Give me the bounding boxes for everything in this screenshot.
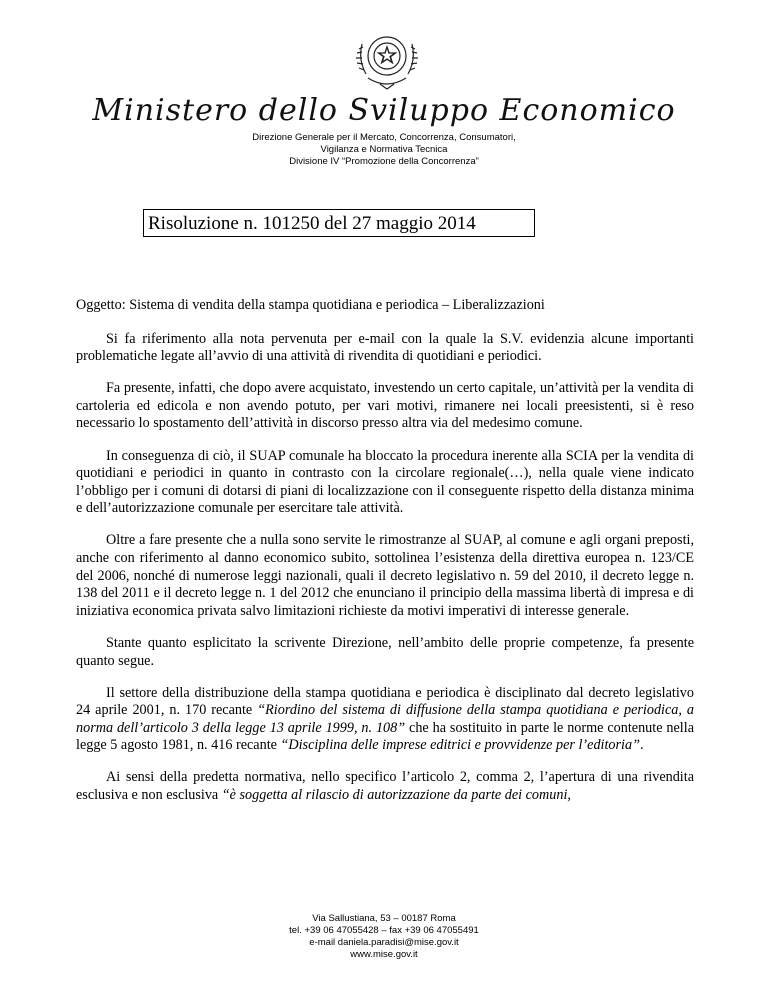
italian-republic-emblem-icon <box>354 26 420 96</box>
footer-website: www.mise.gov.it <box>350 949 418 960</box>
body-paragraph: In conseguenza di ciò, il SUAP comunale ha bloccato la procedura inerente alla SCIA per la vendita di quotidiani e periodici in quanto in contrasto con la circolare regionale(…), nella quale viene indicato l’obbligo per i comuni di dotarsi di piani di localizzazione con il conseguente rispetto della distanza minima e dell’autorizzazione comunale per esercitare tale attività. <box>76 447 694 517</box>
footer-contact <box>0 913 768 961</box>
quoted-text: “è soggetta al rilascio di autorizzazione da parte dei comuni, <box>221 787 571 804</box>
resolution-title-box <box>143 209 535 237</box>
ministry-logo-title: Ministero dello Sviluppo Economico <box>92 93 676 128</box>
directorate-block <box>0 132 768 168</box>
body-paragraph: Fa presente, infatti, che dopo avere acquistato, investendo un certo capitale, un’attività per la vendita di cartoleria ed edicola e non avendo potuto, per vari motivi, rimanere nei locali preesistenti, si è reso necessario lo spostamento dell’attività in discorso presso altra via del medesimo comune. <box>76 380 694 432</box>
footer-email: e-mail daniela.paradisi@mise.gov.it <box>309 937 459 948</box>
body-paragraph <box>76 769 694 804</box>
text-segment: Il settore della distribuzione della stampa quotidiana e periodica è disciplinato dal decreto legislativo 24 aprile 2001, n. 170 recante <box>76 684 694 719</box>
document-body <box>76 297 694 819</box>
body-paragraph <box>76 685 694 755</box>
footer-phone: tel. +39 06 47055428 – fax +39 06 47055491 <box>289 925 479 936</box>
subject-line: Oggetto: Sistema di vendita della stampa quotidiana e periodica – Liberalizzazioni <box>76 297 545 313</box>
body-paragraph: Si fa riferimento alla nota pervenuta per e-mail con la quale la S.V. evidenzia alcune importanti problematiche legate all’avvio di una attività di rivendita di quotidiani e periodici. <box>76 330 694 365</box>
footer-address: Via Sallustiana, 53 – 00187 Roma <box>312 913 456 924</box>
directorate-line: Vigilanza e Normativa Tecnica <box>320 144 448 155</box>
directorate-line: Divisione IV “Promozione della Concorrenza” <box>289 156 479 167</box>
body-paragraph: Stante quanto esplicitato la scrivente Direzione, nell’ambito delle proprie competenze, fa presente quanto segue. <box>76 634 694 669</box>
quoted-title: “Riordino del sistema di diffusione della stampa quotidiana e periodica, a norma dell’articolo 3 della legge 13 aprile 1999, n. 108” <box>76 702 694 736</box>
text-segment: Ai sensi della predetta normativa, nello specifico l’articolo 2, comma 2, l’apertura di una rivendita esclusiva e non esclusiva <box>76 769 694 804</box>
body-paragraph: Oltre a fare presente che a nulla sono servite le rimostranze al SUAP, al comune e agli organi preposti, anche con riferimento al danno economico subito, sottolinea l’esistenza della direttiva europea n. 123/CE del 2006, nonché di numerose leggi nazionali, quali il decreto legislativo n. 59 del 2010, il decreto legge n. 138 del 2011 e il decreto legge n. 1 del 2012 che enunciano il principio della massima libertà di impresa e di iniziativa economica privata salvo limitazioni richieste da motivi imperativi di interesse generale. <box>76 532 694 619</box>
quoted-title: “Disciplina delle imprese editrici e provvidenze per l’editoria” <box>280 737 640 754</box>
text-segment: . <box>639 737 644 754</box>
text-segment: che ha sostituito in parte le norme contenute nella legge 5 agosto 1981, n. 416 recante <box>76 719 694 754</box>
directorate-line: Direzione Generale per il Mercato, Concorrenza, Consumatori, <box>252 132 516 143</box>
resolution-title: Risoluzione n. 101250 del 27 maggio 2014 <box>148 213 476 234</box>
